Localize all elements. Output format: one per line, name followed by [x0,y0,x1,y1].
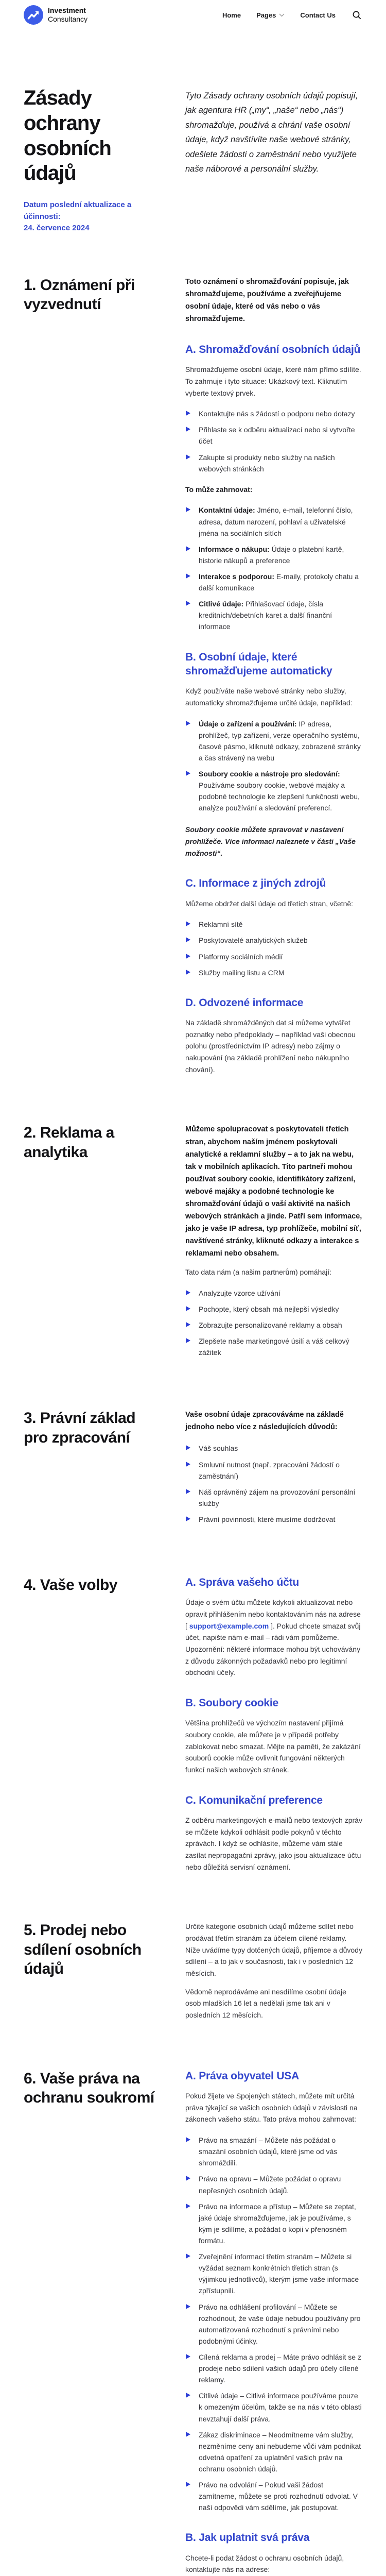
list-item: Cílená reklama a prodej – Máte právo odhlásit se z prodeje nebo sdílení vašich údajů pro účely cílené reklamy. [185,2351,362,2385]
section-content-column [185,2069,362,2576]
list-item: Citlivé údaje: Přihlašovací údaje, čísla kreditních/debetních karet a další finanční informace [185,598,362,632]
list-item: Zlepšete naše marketingové úsilí a váš celkový zážitek [185,1335,362,1358]
brand-name [48,6,87,24]
policy-section [24,276,362,1082]
list-item: Náš oprávněný zájem na provozování personální služby [185,1486,362,1509]
bullet-arrow-icon [186,771,190,776]
body-paragraph: Z odběru marketingových e-mailů nebo textových zpráv se můžete kdykoli odhlásit podle pokynů v těchto zprávách. I když se odhlásíte, můžeme vám stále zasílat nepropagační zprávy, jako jsou aktualizace účtu nebo důležitá servisní oznámení. [185,1816,362,1871]
page-title: Zásady ochrany osobních údajů [24,87,111,185]
bullet-list [185,718,362,814]
bullet-arrow-icon [186,1516,190,1521]
body-paragraph: Údaje o svém účtu můžete kdykoli aktualizovat nebo opravit přihlášením nebo kontaktováním nás na adrese [ support@example.com ]. Pokud chcete smazat svůj účet, napište nám e-mail – rádi vám pomůžeme. Upozornění: některé informace mohou být uchovávány z důvodu zákonných požadavků nebo pro legitimní obchodní účely. [185,1598,361,1677]
sub-heading: B. Osobní údaje, které shromažďujeme automaticky [185,651,332,677]
last-updated-date [24,199,159,234]
bullet-arrow-icon [186,2204,190,2209]
list-item: Zakupte si produkty nebo služby na našich webových stránkách [185,452,362,474]
list-item: Zákaz diskriminace – Neodmítneme vám služby, nezměníme ceny ani nebudeme vůči vám podnikat odvetná opatření za uplatnění vašich práv na ochranu osobních údajů. [185,2429,362,2475]
bullet-arrow-icon [186,411,190,416]
list-item: Interakce s podporou: E-maily, protokoly chatu a další komunikace [185,571,362,594]
list-item: Právo na odhlášení profilování – Můžete se rozhodnout, že vaše údaje nebudou používány pro automatizovaná rozhodnutí s právními nebo podobnými účinky. [185,2301,362,2347]
list-item: Reklamní sítě [185,919,362,930]
list-item: Analyzujte vzorce užívání [185,1287,362,1299]
list-item: Soubory cookie a nástroje pro sledování: Používáme soubory cookie, webové majáky a podobné technologie ke zlepšení funkčnosti webu, analýze používání a sledování preferencí. [185,768,362,814]
list-item: Citlivé údaje – Citlivé informace používáme pouze k omezeným účelům, takže se na nás v této oblasti nevztahují další práva. [185,2390,362,2424]
sub-heading: D. Odvozené informace [185,996,304,1009]
last-updated-label: Datum poslední aktualizace a účinnosti: [24,200,132,221]
list-item: Právo na smazání – Můžete nás požádat o smazání osobních údajů, které jsme od vás shromáždili. [185,2134,362,2168]
bullet-label: Údaje o zařízení a používání: [199,719,297,728]
list-item: Právní povinnosti, které musíme dodržovat [185,1514,362,1525]
section-heading-column [24,1123,159,1367]
bullet-arrow-icon [186,507,190,512]
bullet-arrow-icon [186,1338,190,1343]
body-paragraph: Shromažďujeme osobní údaje, které nám přímo sdílíte. To zahrnuje i tyto situace: Ukázkový text. Kliknutím vyberte textový prvek. [185,365,361,397]
bullet-arrow-icon [186,1322,190,1327]
sub-heading: B. Jak uplatnit svá práva [185,2532,310,2544]
section-content-column [185,276,362,1082]
body-paragraph: Můžeme obdržet další údaje od třetích stran, včetně: [185,899,354,908]
bullet-arrow-icon [186,1489,190,1494]
chevron-down-icon [279,13,285,17]
sub-heading: A. Práva obyvatel USA [185,2070,300,2082]
body-paragraph [185,484,362,496]
policy-section [24,2069,362,2576]
list-item: Zobrazujte personalizované reklamy a obsah [185,1319,362,1331]
lead-paragraph: Toto oznámení o shromažďování popisuje, jak shromažďujeme, používáme a zveřejňujeme osobní údaje, které od vás nebo o vás shromažďujeme. [185,277,349,323]
list-item: Právo na informace a přístup – Můžete se zeptat, jaké údaje shromažďujeme, jak je používáme, s kým je sdílíme, a požádat o kopii v přenosném formátu. [185,2201,362,2246]
section-heading-column [24,1575,159,1879]
list-item: Smluvní nutnost (např. zpracování žádostí o zaměstnání) [185,1459,362,1482]
search-icon [352,10,361,20]
bullet-label: Kontaktní údaje: [199,506,255,515]
bullet-list [185,919,362,978]
section-content-column [185,1409,362,1534]
policy-section [24,1921,362,2027]
bullet-arrow-icon [186,721,190,726]
section-heading-column [24,2069,159,2576]
bullet-list [185,408,362,474]
bullet-list [185,504,362,632]
bullet-list [185,2134,362,2513]
section-title: 1. Oznámení při vyzvednutí [24,276,135,313]
inline-email-link[interactable]: support@example.com [189,1621,269,1630]
section-content-column [185,1123,362,1367]
list-item: Přihlaste se k odběru aktualizací nebo si vytvořte účet [185,424,362,447]
bullet-arrow-icon [186,954,190,959]
section-content-column [185,1921,362,2027]
body-paragraph: Určité kategorie osobních údajů můžeme sdílet nebo prodávat třetím stranám za účelem cílené reklamy. Níže uvádíme typy dotčených údajů, příjemce a důvody sdílení – a to jak v současnosti, tak i v posledních 12 měsících. [185,1922,362,1978]
body-paragraph: Když používáte naše webové stránky nebo služby, automaticky shromažďujeme určité údaje, například: [185,687,353,707]
section-title: 2. Reklama a analytika [24,1124,114,1161]
brand-name-line2: Consultancy [48,15,88,23]
bullet-arrow-icon [186,937,190,942]
bullet-arrow-icon [186,1462,190,1467]
body-paragraph: Vědomě neprodáváme ani nesdílíme osobní údaje osob mladších 16 let a nedělali jsme tak ani v posledních 12 měsících. [185,1987,346,2020]
search-button[interactable] [351,9,362,21]
section-title: 4. Vaše volby [24,1577,117,1594]
bullet-label: Citlivé údaje: [199,600,244,608]
section-heading-column [24,1921,159,2027]
brand-logo[interactable] [24,5,87,25]
sub-heading: A. Správa vašeho účtu [185,1577,300,1589]
list-item: Právo na odvolání – Pokud vaši žádost zamítneme, můžete se proti rozhodnutí odvolat. V naší odpovědi vám sdělíme, jak postupovat. [185,2479,362,2513]
bullet-label: Soubory cookie a nástroje pro sledování: [199,769,340,778]
nav-item-home[interactable]: Home [222,11,241,19]
bullet-list [185,1443,362,1525]
list-item: Platformy sociálních médií [185,951,362,962]
policy-section [24,1409,362,1534]
logo-trending-up-icon [24,5,43,25]
lead-paragraph: Vaše osobní údaje zpracováváme na základě jednoho nebo více z následujících důvodů: [185,1411,344,1432]
bullet-arrow-icon [186,601,190,606]
list-item: Pochopte, který obsah má nejlepší výsledky [185,1303,362,1315]
bullet-label: Interakce s podporou: [199,572,275,581]
intro-paragraph: Tyto Zásady ochrany osobních údajů popisují, jak agentura HR („my“, „naše“ nebo „nás“) shromažďuje, používá a chrání vaše osobní údaje, když navštívíte naše webové stránky, odešlete žádosti o zaměstnání nebo využijete naše náborové a personální služby. [185,91,358,174]
bullet-arrow-icon [186,546,190,551]
bullet-arrow-icon [186,2304,190,2309]
list-item: Údaje o zařízení a používání: IP adresa, prohlížeč, typ zařízení, verze operačního systému, časové pásmo, kliknuté odkazy, zobrazené stránky a čas strávený na webu [185,718,362,764]
sub-heading: B. Soubory cookie [185,1697,278,1709]
site-header [0,0,386,30]
body-paragraph: Pokud žijete ve Spojených státech, můžete mít určitá práva týkající se vašich osobních údajů v závislosti na zákonech vašeho státu. Tato práva mohou zahrnovat: [185,2092,358,2124]
policy-sections [24,276,362,2576]
bullet-list [185,1287,362,1359]
sub-heading: C. Informace z jiných zdrojů [185,877,326,890]
bullet-arrow-icon [186,454,190,460]
bullet-arrow-icon [186,2432,190,2437]
list-item: Právo na opravu – Můžete požádat o opravu nepřesných osobních údajů. [185,2173,362,2196]
list-item: Váš souhlas [185,1443,362,1454]
bullet-arrow-icon [186,970,190,975]
bullet-arrow-icon [186,2482,190,2487]
bullet-label: Informace o nákupu: [199,545,270,553]
section-heading-column [24,276,159,1082]
bullet-arrow-icon [186,1445,190,1450]
bullet-arrow-icon [186,1306,190,1311]
list-item: Kontaktujte nás s žádostí o podporu nebo dotazy [185,408,362,419]
last-updated-value: 24. července 2024 [24,224,90,233]
policy-section [24,1123,362,1367]
bullet-arrow-icon [186,427,190,432]
bold-text: To může zahrnovat: [185,485,253,494]
sub-heading: A. Shromažďování osobních údajů [185,343,361,355]
lead-paragraph: Můžeme spolupracovat s poskytovateli třetích stran, abychom naším jménem poskytovali analytické a reklamní služby – a to jak na webu, tak v mobilních aplikacích. Tito partneři mohou používat soubory cookie, identifikátory zařízení, webové majáky a podobné technologie ke shromažďování údajů o vaší aktivitě na našich webových stránkách a jinde. Patří sem informace, jako je vaše IP adresa, typ prohlížeče, mobilní síť, navštívené stránky, kliknuté odkazy a interakce s reklamami nebo obsahem. [185,1125,362,1258]
bullet-arrow-icon [186,2176,190,2181]
body-paragraph: Většina prohlížečů ve výchozím nastavení přijímá soubory cookie, ale můžete je v případě potřeby zablokovat nebo smazat. Mějte na paměti, že zakázání souborů cookie může ovlivnit fungování některých funkcí našich webových stránek. [185,1719,361,1774]
list-item: Služby mailing listu a CRM [185,967,362,978]
nav-item-pages-label: Pages [256,11,276,19]
main-nav [222,9,362,21]
main-content [0,30,386,2576]
bullet-arrow-icon [186,2393,190,2398]
bullet-arrow-icon [186,573,190,579]
bullet-arrow-icon [186,2137,190,2142]
section-heading-column [24,1409,159,1534]
bullet-arrow-icon [186,921,190,926]
body-paragraph: Chcete-li podat žádost o ochranu osobních údajů, kontaktujte nás na adrese: [185,2553,344,2574]
brand-name-line1: Investment [48,6,86,14]
section-title: 5. Prodej nebo sdílení osobních údajů [24,1922,142,1977]
section-title: 6. Vaše práva na ochranu soukromí [24,2070,154,2107]
policy-section [24,1575,362,1879]
body-paragraph: Tato data nám (a našim partnerům) pomáhají: [185,1268,332,1277]
nav-item-pages[interactable] [256,11,285,19]
bullet-arrow-icon [186,2354,190,2359]
nav-item-contact-us[interactable]: Contact Us [300,11,336,19]
bullet-arrow-icon [186,1290,190,1295]
list-item: Poskytovatelé analytických služeb [185,935,362,946]
section-content-column [185,1575,362,1879]
list-item: Informace o nákupu: Údaje o platební kartě, historie nákupů a preference [185,544,362,566]
list-item: Zveřejnění informací třetím stranám – Můžete si vyžádat seznam konkrétních třetích stran (s výjimkou jednotlivců), kterým jsme vaše informace zpřístupnili. [185,2251,362,2296]
hero-section [24,30,362,234]
list-item: Kontaktní údaje: Jméno, e-mail, telefonní číslo, adresa, datum narození, pohlaví a uživatelské jména na sociálních sítích [185,504,362,538]
sub-heading: C. Komunikační preference [185,1794,323,1806]
note-paragraph: Soubory cookie můžete spravovat v nastavení prohlížeče. Více informací naleznete v části „Vaše možnosti“. [185,825,356,857]
body-paragraph: Na základě shromážděných dat si můžeme vytvářet poznatky nebo předpoklady – například vaši obecnou polohu (prostřednictvím IP adresy) nebo zájmy o nakupování (na základě prohlížení nebo nákupního chování). [185,1019,356,1074]
section-title: 3. Právní základ pro zpracování [24,1410,136,1446]
bullet-arrow-icon [186,2253,190,2259]
